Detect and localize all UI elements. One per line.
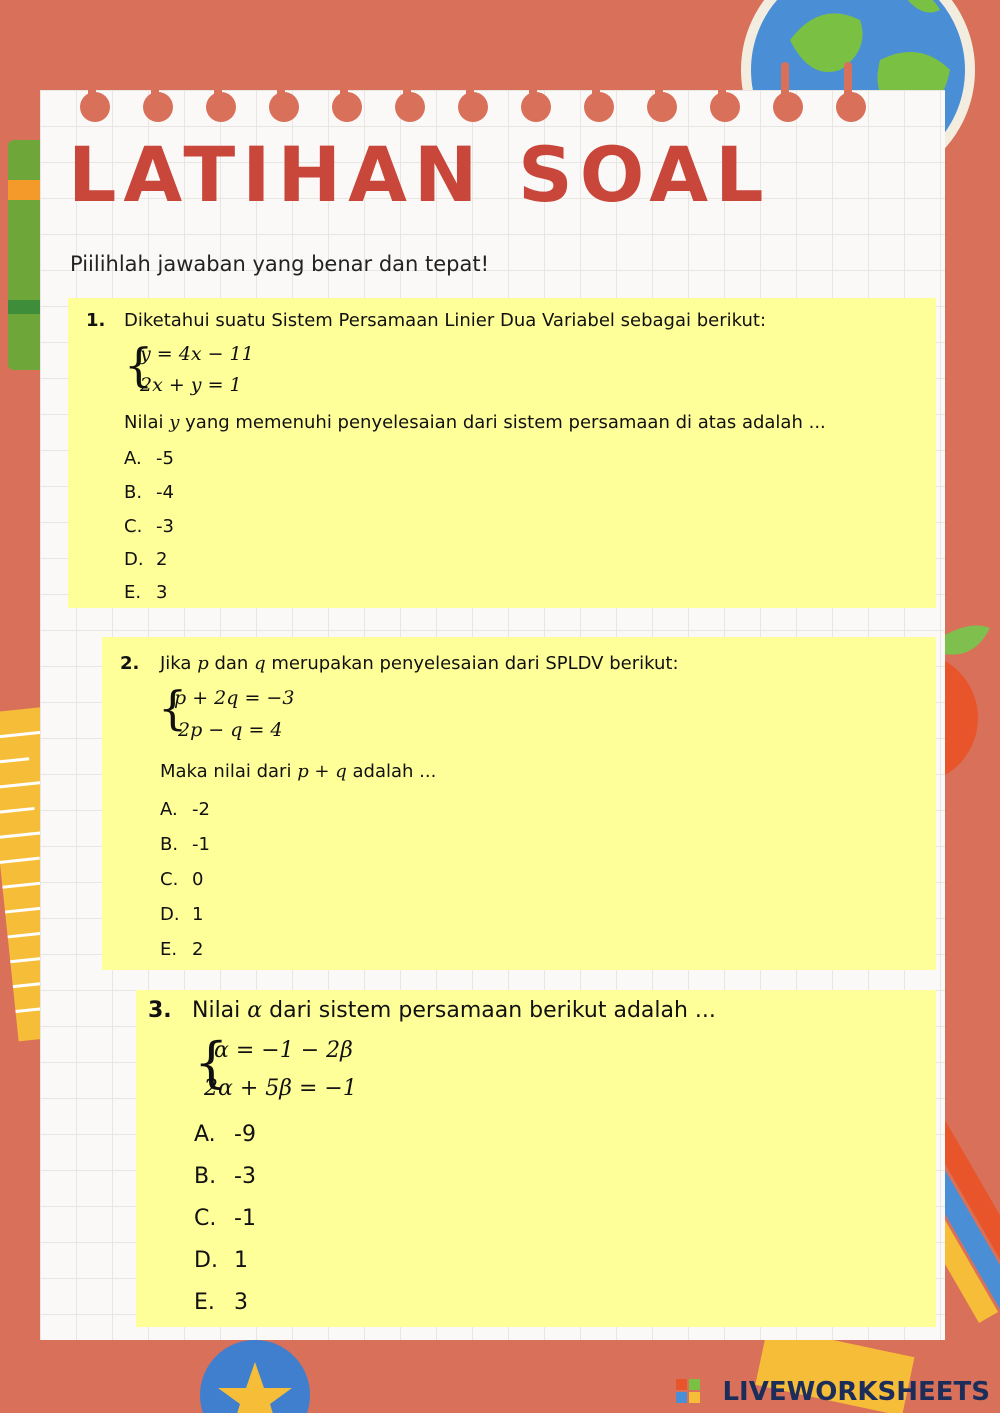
ring-hole [458,92,488,122]
option-value: -3 [156,516,174,537]
question-3-box [136,990,936,1327]
prompt-before: Maka nilai dari [160,761,292,782]
question-prompt [160,761,436,782]
ring-hole [332,92,362,122]
option-letter: C. [194,1206,217,1231]
liveworksheets-brand[interactable]: LIVEWORKSHEETS [722,1377,990,1407]
question-2-box [102,637,936,970]
ring-hole [836,92,866,122]
equation-2: 2x + y = 1 [140,374,242,396]
equation-1: α = −1 − 2β [214,1038,353,1063]
text-before: Jika [160,653,192,674]
ring-hole [647,92,677,122]
ring-hole [206,92,236,122]
option-letter: D. [194,1248,218,1273]
ring-hole [584,92,614,122]
option-letter: A. [124,448,142,469]
option-d[interactable] [124,549,167,570]
option-d[interactable] [160,904,203,925]
option-d[interactable] [194,1248,248,1273]
option-value: -1 [192,834,210,855]
text-before: Nilai [192,998,241,1023]
option-e[interactable] [124,582,167,603]
option-letter: D. [124,549,144,570]
option-value: 1 [192,904,204,925]
ring-hole [80,92,110,122]
option-value: 3 [234,1290,248,1315]
prompt-after: yang memenuhi penyelesaian dari sistem persamaan di atas adalah ... [185,412,826,433]
option-e[interactable] [160,939,203,960]
ring-hole [710,92,740,122]
option-b[interactable] [194,1164,256,1189]
equation-1: p + 2q = −3 [174,687,295,709]
question-1-box [68,298,936,608]
option-letter: E. [124,582,142,603]
ring-hole [395,92,425,122]
ring-hole [521,92,551,122]
option-value: 3 [156,582,168,603]
option-value: 1 [234,1248,248,1273]
option-letter: A. [160,799,178,820]
option-c[interactable] [160,869,203,890]
liveworksheets-logo-icon [676,1379,700,1403]
question-prompt [124,412,826,433]
option-value: -2 [192,799,210,820]
ring-hole [773,92,803,122]
option-e[interactable] [194,1290,248,1315]
brace-icon: { [124,338,154,392]
option-c[interactable] [194,1206,256,1231]
option-letter: D. [160,904,180,925]
star-medal-icon [200,1340,310,1413]
prompt-variable: y [169,412,180,433]
prompt-variable: p + q [297,761,347,782]
option-value: -3 [234,1164,256,1189]
question-number: 3. [148,998,172,1023]
option-value: 2 [192,939,204,960]
option-value: -1 [234,1206,256,1231]
equation-2: 2p − q = 4 [178,719,283,741]
ring-hole [143,92,173,122]
equation-1: y = 4x − 11 [140,343,254,365]
option-letter: C. [160,869,179,890]
option-value: -5 [156,448,174,469]
option-value: 0 [192,869,204,890]
option-letter: B. [124,482,143,503]
option-letter: C. [124,516,143,537]
variable-q: q [254,653,266,674]
option-c[interactable] [124,516,174,537]
question-number: 1. [86,310,106,331]
text-mid: dan [214,653,249,674]
option-b[interactable] [124,482,174,503]
text-after: dari sistem persamaan berikut adalah ... [269,998,716,1023]
question-text [160,653,679,674]
question-number: 2. [120,653,140,674]
option-value: -9 [234,1122,256,1147]
equation-2: 2α + 5β = −1 [204,1076,357,1101]
page-title: LATIHAN SOAL [68,130,771,219]
option-a[interactable] [124,448,174,469]
text-after: merupakan penyelesaian dari SPLDV berikut: [271,653,679,674]
option-value: 2 [156,549,168,570]
ring-hole [269,92,299,122]
question-text [192,998,716,1023]
option-letter: B. [160,834,179,855]
brace-icon: { [158,681,188,735]
option-letter: B. [194,1164,217,1189]
option-b[interactable] [160,834,210,855]
option-letter: E. [194,1290,215,1315]
variable-p: p [197,653,209,674]
option-a[interactable] [194,1122,256,1147]
option-letter: A. [194,1122,216,1147]
variable-alpha: α [247,998,263,1023]
option-value: -4 [156,482,174,503]
option-a[interactable] [160,799,210,820]
brace-icon: { [194,1031,229,1094]
instruction-text: Piilihlah jawaban yang benar dan tepat! [70,252,490,276]
prompt-before: Nilai [124,412,164,433]
question-text: Diketahui suatu Sistem Persamaan Linier Dua Variabel sebagai berikut: [124,310,767,331]
option-letter: E. [160,939,178,960]
prompt-after: adalah ... [352,761,437,782]
